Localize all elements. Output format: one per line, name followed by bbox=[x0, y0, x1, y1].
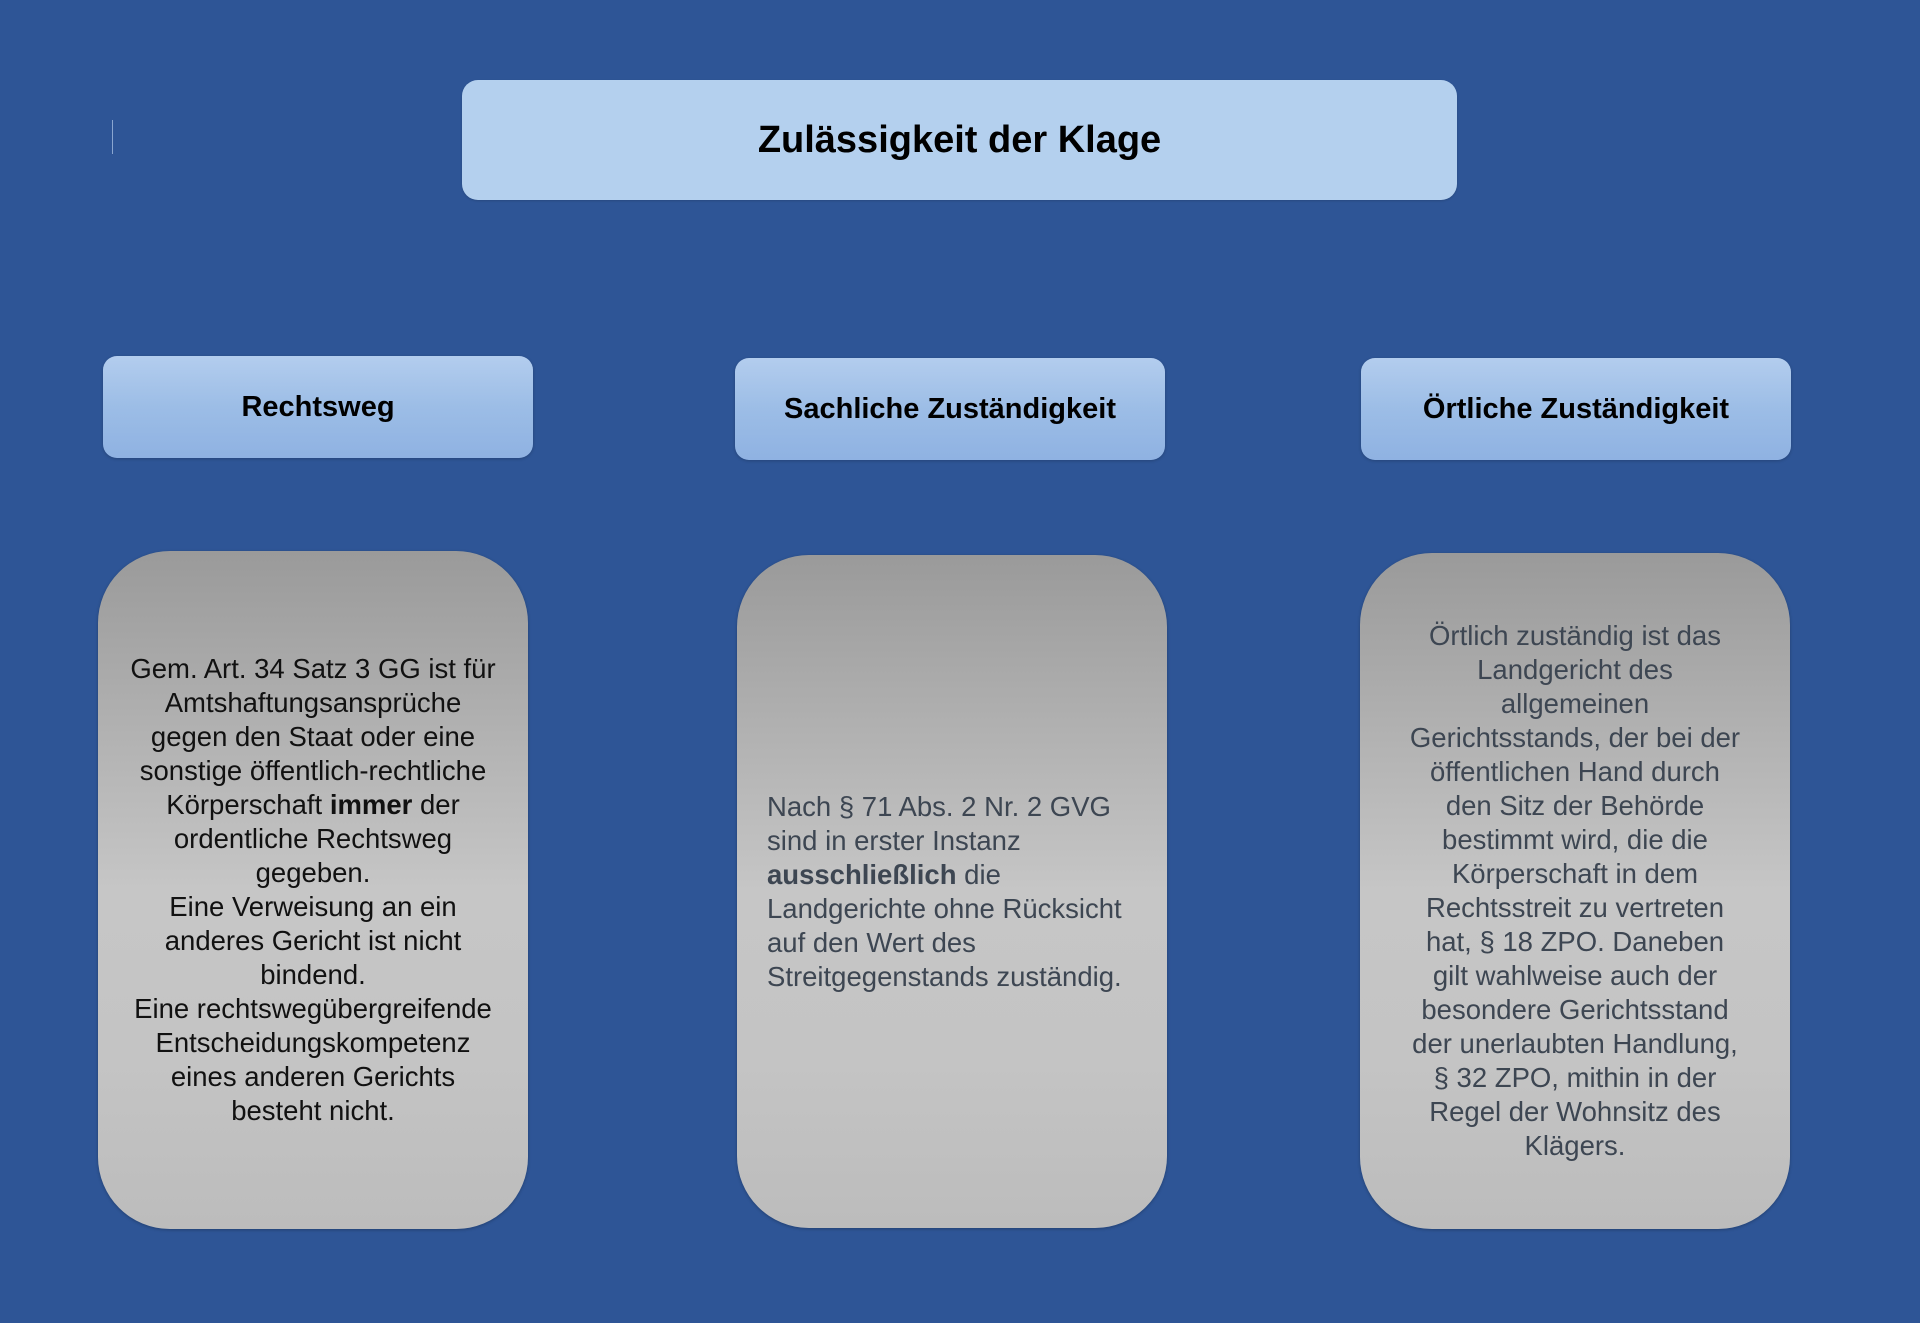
header-sachliche-zustaendigkeit bbox=[735, 358, 1165, 460]
rechtsweg-text-part2: der ordentliche Rechtsweg gegeben. bbox=[173, 789, 460, 888]
content-box-oertliche-zustaendigkeit bbox=[1360, 553, 1790, 1229]
content-text-rechtsweg bbox=[128, 652, 498, 1128]
rechtsweg-text-line2: Eine Verweisung an ein anderes Gericht ist nicht bindend. bbox=[164, 891, 462, 990]
content-box-rechtsweg bbox=[98, 551, 528, 1229]
header-rechtsweg bbox=[103, 356, 533, 458]
title-box bbox=[462, 80, 1457, 200]
header-oertliche-zustaendigkeit-label: Örtliche Zuständigkeit bbox=[1422, 392, 1730, 425]
rechtsweg-text-part1: Gem. Art. 34 Satz 3 GG ist für Amtshaftungsansprüche gegen den Staat oder eine sonstige öffentlich-rechtliche Körperschaft bbox=[130, 653, 496, 820]
rechtsweg-text-line3: Eine rechtswegübergreifende Entscheidungskompetenz eines anderen Gerichts besteht nicht. bbox=[134, 993, 492, 1126]
content-text-sachliche-zustaendigkeit bbox=[767, 790, 1137, 994]
content-box-sachliche-zustaendigkeit bbox=[737, 555, 1167, 1228]
sachlich-text-emphasis: ausschließlich bbox=[767, 858, 957, 890]
rechtsweg-text-emphasis: immer bbox=[329, 789, 413, 820]
diagram-title: Zulässigkeit der Klage bbox=[757, 118, 1162, 161]
content-text-oertliche-zustaendigkeit: Örtlich zuständig ist das Landgericht des allgemeinen Gerichtsstands, der bei der öffentlichen Hand durch den Sitz der Behörde bestimmt wird, die die Körperschaft in dem Rechtsstreit zu vertreten hat, § 18 ZPO. Daneben gilt wahlweise auch der besondere Gerichtsstand der unerlaubten Handlung, § 32 ZPO, mithin in der Regel der Wohnsitz des Klägers. bbox=[1409, 620, 1741, 1161]
text-cursor-mark bbox=[112, 120, 113, 154]
sachlich-text-part2: die Landgerichte ohne Rücksicht auf den Wert des Streitgegenstands zuständig. bbox=[767, 858, 1122, 992]
header-sachliche-zustaendigkeit-label: Sachliche Zuständigkeit bbox=[784, 392, 1116, 425]
header-rechtsweg-label: Rechtsweg bbox=[241, 390, 395, 423]
header-oertliche-zustaendigkeit bbox=[1361, 358, 1791, 460]
sachlich-text-part1: Nach § 71 Abs. 2 Nr. 2 GVG sind in erster Instanz bbox=[767, 790, 1111, 856]
